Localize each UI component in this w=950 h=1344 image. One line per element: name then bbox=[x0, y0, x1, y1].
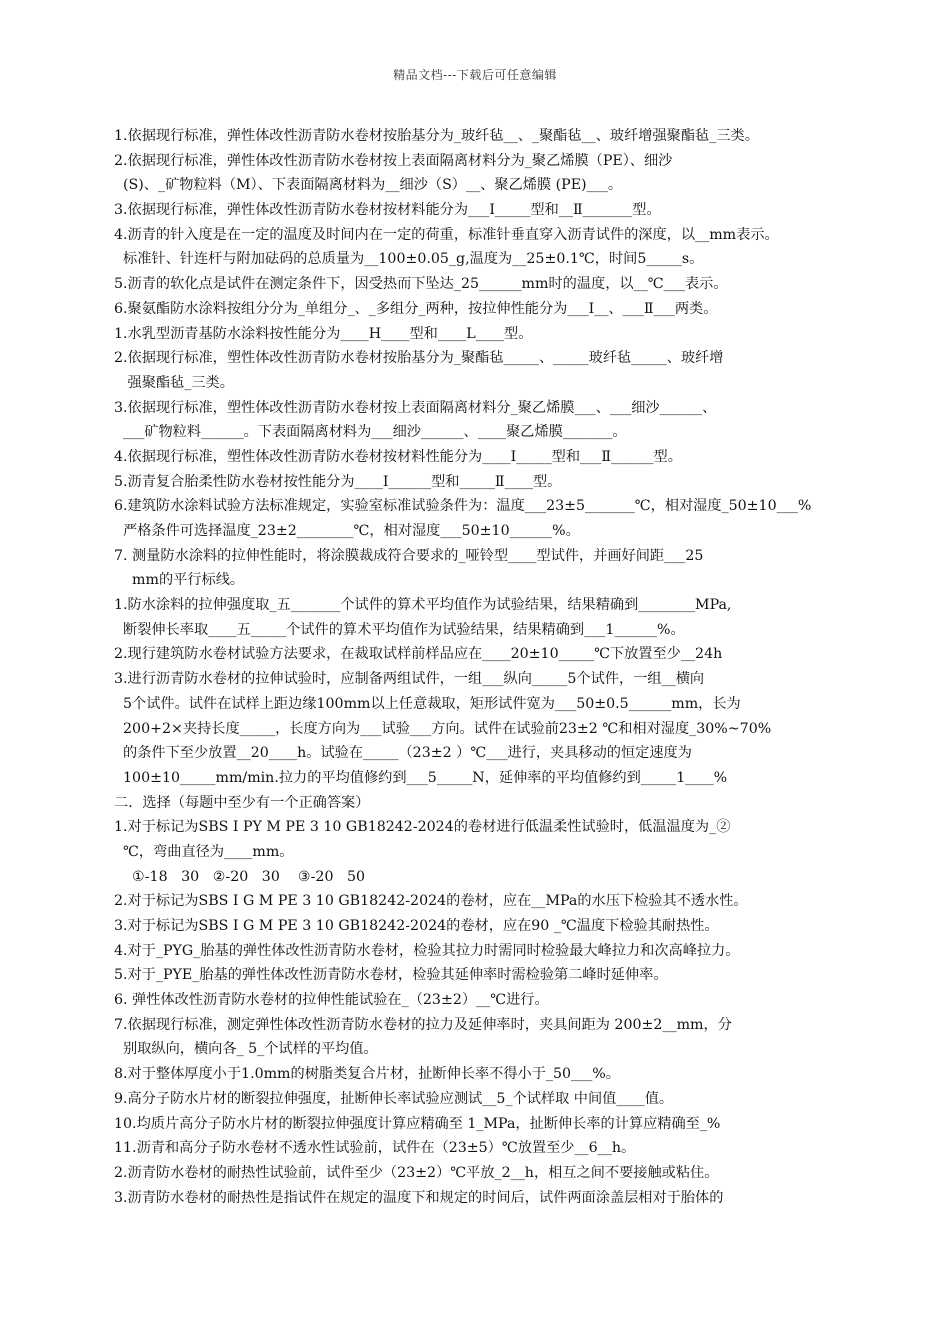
text-line: 3.对于标记为SBS Ⅰ G M PE 3 10 GB18242-2024的卷材，应在90 _℃温度下检验其耐热性。 bbox=[114, 918, 719, 934]
text-line: 1.水乳型沥青基防水涂料按性能分为____H____型和____L____型。 bbox=[114, 325, 533, 342]
text-line: 5.对于_PYE_胎基的弹性体改性沥青防水卷材，检验其延伸率时需检验第二峰时延伸率。 bbox=[114, 967, 668, 984]
text-line: 二．选择（每题中至少有一个正确答案） bbox=[114, 794, 370, 811]
text-line: 8.对于整体厚度小于1.0mm的树脂类复合片材，扯断伸长率不得小于_50___%。 bbox=[114, 1066, 620, 1083]
text-line: 断裂伸长率取____五_____个试件的算术平均值作为试验结果，结果精确到___1______%。 bbox=[114, 621, 685, 638]
text-line: 别取纵向，横向各_ 5_个试样的平均值。 bbox=[114, 1041, 378, 1058]
text-line: 3.依据现行标准，塑性体改性沥青防水卷材按上表面隔离材料分_聚乙烯膜___、___细沙______、 bbox=[114, 399, 717, 416]
text-line: 5个试件。试件在试样上距边缘100mm以上任意裁取，矩形试件宽为___50±0.5______mm，长为 bbox=[114, 695, 741, 712]
text-line: ___矿物粒料______。下表面隔离材料为___细沙______、____聚乙烯膜_______。 bbox=[114, 424, 627, 441]
text-line: 的条件下至少放置__20____h。试验在_____（23±2 ）℃___进行，夹具移动的恒定速度为 bbox=[114, 745, 692, 762]
text-line: 2.沥青防水卷材的耐热性试验前，试件至少（23±2）℃平放_2__h，相互之间不要接触或粘住。 bbox=[114, 1164, 719, 1181]
text-line: 4.沥青的针入度是在一定的温度及时间内在一定的荷重，标准针垂直穿入沥青试件的深度，以__mm表示。 bbox=[114, 226, 779, 243]
text-line: 7.依据现行标准，测定弹性体改性沥青防水卷材的拉力及延伸率时，夹具间距为 200±2__mm，分 bbox=[114, 1016, 732, 1033]
text-line: 10.均质片高分子防水片材的断裂拉伸强度计算应精确至 1_MPa，扯断伸长率的计算应精确至_% bbox=[114, 1115, 721, 1132]
text-line: mm的平行标线。 bbox=[114, 572, 245, 589]
text-line: 3.进行沥青防水卷材的拉伸试验时，应制备两组试件，一组___纵向_____5个试件，一组__横向 bbox=[114, 671, 705, 688]
text-line: 5.沥青的软化点是试件在测定条件下，因受热而下坠达_25______mm时的温度，以__℃___表示。 bbox=[114, 276, 728, 293]
page-header: 精品文档---下载后可任意编辑 bbox=[393, 68, 557, 82]
text-line: 6.聚氨酯防水涂料按组分分为_单组分_、_多组分_两种，按拉伸性能分为___Ⅰ__、___Ⅱ___两类。 bbox=[114, 300, 718, 317]
text-line: 3.依据现行标准，弹性体改性沥青防水卷材按材料能分为___Ⅰ_____型和__Ⅱ_______型。 bbox=[114, 202, 661, 219]
text-line: 9.高分子防水片材的断裂拉伸强度，扯断伸长率试验应测试__5_个试样取 中间值____值。 bbox=[114, 1090, 674, 1107]
text-line: ①-18 30 ②-20 30 ③-20 50 bbox=[114, 868, 366, 885]
text-line: 强聚酯毡_三类。 bbox=[114, 374, 234, 391]
text-line: (S)、_矿物粒料（M）、下表面隔离材料为__细沙（S）__、聚乙烯膜 (PE)___。 bbox=[114, 177, 623, 194]
text-line: 6.建筑防水涂料试验方法标准规定，实验室标准试验条件为：温度___23±5_______℃，相对湿度_50±10___% bbox=[114, 498, 812, 515]
text-line: 4.对于_PYG_胎基的弹性体改性沥青防水卷材，检验其拉力时需同时检验最大峰拉力和次高峰拉力。 bbox=[114, 942, 740, 959]
text-line: 2.依据现行标准，塑性体改性沥青防水卷材按胎基分为_聚酯毡_____、_____玻纤毡_____、玻纤增 bbox=[114, 350, 724, 367]
text-line: 3.沥青防水卷材的耐热性是指试件在规定的温度下和规定的时间后，试件两面涂盖层相对于胎体的 bbox=[114, 1189, 724, 1206]
text-line: 标准针、针连杆与附加砝码的总质量为__100±0.05_g,温度为__25±0.1℃，时间5_____s。 bbox=[114, 251, 704, 268]
text-line: 2.现行建筑防水卷材试验方法要求，在裁取试样前样品应在____20±10_____℃下放置至少__24h bbox=[114, 646, 723, 663]
text-line: 100±10_____mm/min.拉力的平均值修约到___5_____N，延伸率的平均值修约到_____1____% bbox=[114, 769, 728, 786]
text-line: 1.对于标记为SBS Ⅰ PY M PE 3 10 GB18242-2024的卷材进行低温柔性试验时，低温温度为_② bbox=[114, 819, 731, 836]
text-line: 5.沥青复合胎柔性防水卷材按性能分为____Ⅰ______型和_____Ⅱ____型。 bbox=[114, 473, 562, 490]
text-line: 6. 弹性体改性沥青防水卷材的拉伸性能试验在_（23±2）__℃进行。 bbox=[114, 992, 549, 1009]
text-line: 200+2×夹持长度_____，长度方向为___试验___方向。试件在试验前23±2 ℃和相对湿度_30%~70% bbox=[114, 720, 772, 737]
text-line: 11.沥青和高分子防水卷材不透水性试验前，试件在（23±5）℃放置至少__6__h。 bbox=[114, 1140, 636, 1157]
text-line: 1.防水涂料的拉伸强度取_五_______个试件的算术平均值作为试验结果，结果精确到________MPa, bbox=[114, 597, 732, 614]
text-line: ℃，弯曲直径为____mm。 bbox=[114, 843, 294, 860]
text-line: 2.依据现行标准，弹性体改性沥青防水卷材按上表面隔离材料分为_聚乙烯膜（PE）、细沙 bbox=[114, 152, 673, 169]
text-line: 严格条件可选择温度_23±2________℃，相对湿度___50±10______%。 bbox=[114, 523, 580, 539]
question-text-body bbox=[114, 124, 904, 1210]
text-line: 2.对于标记为SBS Ⅰ G M PE 3 10 GB18242-2024的卷材，应在__MPa的水压下检验其不透水性。 bbox=[114, 893, 748, 910]
text-line: 1.依据现行标准，弹性体改性沥青防水卷材按胎基分为_玻纤毡__、_聚酯毡__、玻纤增强聚酯毡_三类。 bbox=[114, 128, 759, 144]
text-line: 7. 测量防水涂料的拉伸性能时，将涂膜裁成符合要求的_哑铃型____型试件，并画好间距___25 bbox=[114, 547, 704, 564]
text-line: 4.依据现行标准，塑性体改性沥青防水卷材按材料性能分为____Ⅰ_____型和___Ⅱ______型。 bbox=[114, 448, 682, 465]
